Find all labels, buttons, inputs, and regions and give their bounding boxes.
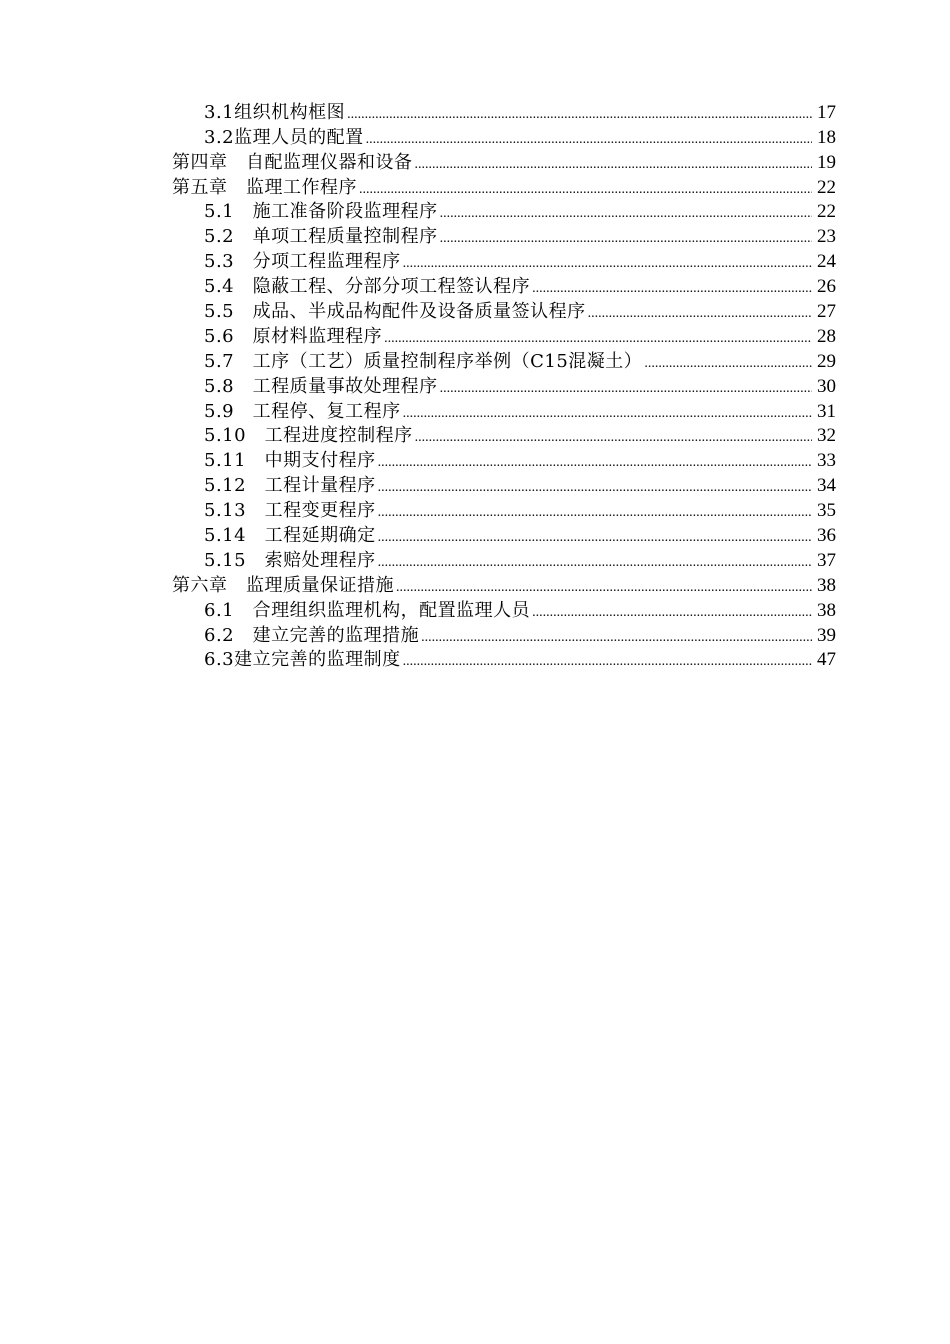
toc-entry-5-1[interactable]: [172, 200, 836, 225]
toc-entry-chapter-6[interactable]: [172, 573, 836, 598]
toc-entry-page: 27: [817, 301, 836, 323]
toc-entry-page: 29: [817, 350, 836, 372]
toc-entry-6-3[interactable]: [172, 648, 836, 673]
toc-entry-page: 22: [817, 176, 836, 198]
toc-entry-page: 34: [817, 475, 836, 497]
toc-entry-page: 30: [817, 375, 836, 397]
toc-entry-5-2[interactable]: [172, 224, 836, 249]
toc-entry-5-12[interactable]: [172, 473, 836, 498]
toc-entry-label: 5.6 原材料监理程序: [204, 325, 383, 347]
toc-entry-5-13[interactable]: [172, 498, 836, 523]
toc-entry-label: 3.1组织机构框图: [204, 101, 346, 123]
toc-entry-label: 5.10 工程进度控制程序: [204, 425, 413, 447]
toc-entry-chapter-5[interactable]: [172, 175, 836, 200]
table-of-contents: [172, 100, 836, 672]
toc-leader-dots: [378, 449, 812, 473]
toc-entry-label: 5.7 工序（工艺）质量控制程序举例（C15混凝土）: [204, 350, 643, 372]
toc-entry-label: 5.13 工程变更程序: [204, 500, 376, 522]
toc-entry-5-8[interactable]: [172, 374, 836, 399]
toc-entry-label: 6.1 合理组织监理机构，配置监理人员: [204, 599, 531, 621]
toc-entry-label: 5.15 索赔处理程序: [204, 549, 376, 571]
toc-entry-label: 5.5 成品、半成品构配件及设备质量签认程序: [204, 301, 586, 323]
toc-entry-label: 5.4 隐蔽工程、分部分项工程签认程序: [204, 276, 531, 298]
toc-entry-page: 18: [817, 126, 836, 148]
toc-entry-page: 24: [817, 251, 836, 273]
toc-leader-dots: [588, 300, 812, 324]
toc-entry-label: 第四章 自配监理仪器和设备: [172, 151, 413, 173]
toc-entry-page: 31: [817, 400, 836, 422]
toc-leader-dots: [415, 424, 812, 448]
toc-leader-dots: [644, 350, 812, 374]
toc-leader-dots: [347, 101, 812, 125]
toc-entry-page: 17: [817, 101, 836, 123]
toc-entry-5-4[interactable]: [172, 274, 836, 299]
toc-leader-dots: [359, 176, 812, 200]
toc-leader-dots: [384, 325, 812, 349]
toc-leader-dots: [440, 225, 812, 249]
toc-entry-label: 6.2 建立完善的监理措施: [204, 624, 420, 646]
toc-entry-label: 5.8 工程质量事故处理程序: [204, 375, 438, 397]
toc-leader-dots: [532, 275, 812, 299]
toc-entry-label: 5.2 单项工程质量控制程序: [204, 226, 438, 248]
toc-leader-dots: [532, 599, 812, 623]
toc-leader-dots: [421, 624, 812, 648]
toc-entry-5-7[interactable]: [172, 349, 836, 374]
toc-entry-label: 5.12 工程计量程序: [204, 475, 376, 497]
toc-leader-dots: [403, 250, 812, 274]
toc-entry-page: 19: [817, 151, 836, 173]
toc-entry-3-1[interactable]: [172, 100, 836, 125]
toc-entry-label: 第五章 监理工作程序: [172, 176, 357, 198]
toc-entry-5-6[interactable]: [172, 324, 836, 349]
toc-entry-page: 28: [817, 325, 836, 347]
toc-entry-label: 5.9 工程停、复工程序: [204, 400, 401, 422]
toc-entry-5-3[interactable]: [172, 249, 836, 274]
toc-entry-5-9[interactable]: [172, 399, 836, 424]
toc-entry-page: 37: [817, 549, 836, 571]
toc-entry-page: 35: [817, 500, 836, 522]
toc-entry-3-2[interactable]: [172, 125, 836, 150]
toc-leader-dots: [378, 524, 812, 548]
toc-entry-page: 33: [817, 450, 836, 472]
toc-entry-page: 38: [817, 574, 836, 596]
toc-entry-5-5[interactable]: [172, 299, 836, 324]
toc-leader-dots: [378, 549, 812, 573]
toc-entry-5-10[interactable]: [172, 424, 836, 449]
toc-leader-dots: [440, 375, 812, 399]
toc-entry-5-11[interactable]: [172, 448, 836, 473]
toc-entry-chapter-4[interactable]: [172, 150, 836, 175]
toc-entry-page: 32: [817, 425, 836, 447]
toc-leader-dots: [366, 126, 812, 150]
toc-leader-dots: [378, 499, 812, 523]
toc-entry-page: 26: [817, 276, 836, 298]
toc-entry-label: 5.11 中期支付程序: [204, 450, 376, 472]
toc-leader-dots: [403, 648, 812, 672]
toc-leader-dots: [396, 574, 812, 598]
toc-leader-dots: [403, 400, 812, 424]
toc-entry-5-15[interactable]: [172, 548, 836, 573]
toc-entry-label: 3.2监理人员的配置: [204, 126, 364, 148]
toc-entry-label: 6.3建立完善的监理制度: [204, 649, 401, 671]
toc-entry-label: 5.3 分项工程监理程序: [204, 251, 401, 273]
toc-entry-label: 5.1 施工准备阶段监理程序: [204, 201, 438, 223]
toc-entry-page: 39: [817, 624, 836, 646]
toc-leader-dots: [415, 151, 813, 175]
toc-entry-6-2[interactable]: [172, 623, 836, 648]
toc-leader-dots: [440, 200, 812, 224]
toc-leader-dots: [378, 474, 812, 498]
toc-entry-label: 第六章 监理质量保证措施: [172, 574, 394, 596]
toc-entry-6-1[interactable]: [172, 598, 836, 623]
toc-entry-label: 5.14 工程延期确定: [204, 525, 376, 547]
toc-entry-page: 38: [817, 599, 836, 621]
toc-entry-page: 22: [817, 201, 836, 223]
toc-entry-5-14[interactable]: [172, 523, 836, 548]
toc-entry-page: 47: [817, 649, 836, 671]
toc-entry-page: 23: [817, 226, 836, 248]
toc-entry-page: 36: [817, 525, 836, 547]
